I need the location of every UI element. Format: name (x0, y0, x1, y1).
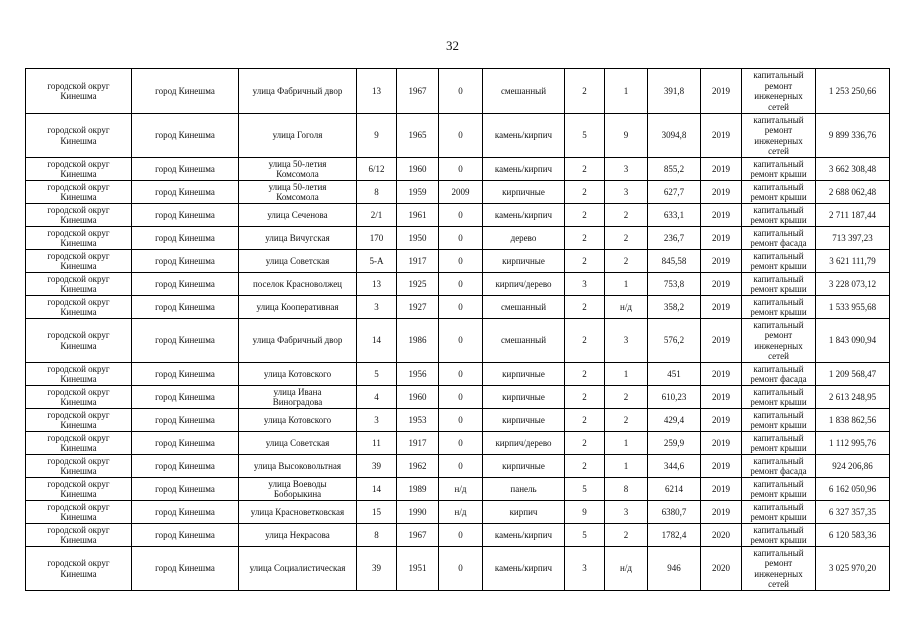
municipality-cell: городской округ Кинешма (26, 409, 132, 432)
plan-year-cell: 2019 (701, 69, 742, 114)
house-number-cell: 6/12 (357, 158, 397, 181)
wall-material-cell: кирпичные (483, 409, 565, 432)
work-type-cell: капитальный ремонт крыши (742, 432, 816, 455)
city-cell: город Кинешма (132, 181, 239, 204)
work-type-cell: капитальный ремонт фасада (742, 363, 816, 386)
city-cell: город Кинешма (132, 547, 239, 591)
city-cell: город Кинешма (132, 432, 239, 455)
year-built-cell: 1956 (397, 363, 439, 386)
cost-cell: 924 206,86 (816, 455, 890, 478)
table-row (26, 181, 890, 204)
house-number-cell: 4 (357, 386, 397, 409)
plan-year-cell: 2019 (701, 386, 742, 409)
cost-cell: 1 533 955,68 (816, 296, 890, 319)
table-row (26, 409, 890, 432)
year-built-cell: 1925 (397, 273, 439, 296)
house-number-cell: 13 (357, 273, 397, 296)
work-type-cell: капитальный ремонт крыши (742, 158, 816, 181)
street-cell: улица Котовского (239, 363, 357, 386)
municipality-cell: городской округ Кинешма (26, 524, 132, 547)
area-cell: 3094,8 (648, 114, 701, 158)
last-repair-year-cell: 0 (439, 114, 483, 158)
floors-cell: 9 (565, 501, 605, 524)
plan-year-cell: 2019 (701, 204, 742, 227)
floors-cell: 2 (565, 181, 605, 204)
floors-cell: 2 (565, 363, 605, 386)
municipality-cell: городской округ Кинешма (26, 455, 132, 478)
last-repair-year-cell: 0 (439, 250, 483, 273)
area-cell: 627,7 (648, 181, 701, 204)
city-cell: город Кинешма (132, 296, 239, 319)
entrances-cell: 2 (605, 524, 648, 547)
year-built-cell: 1967 (397, 524, 439, 547)
entrances-cell: 2 (605, 409, 648, 432)
last-repair-year-cell: 0 (439, 409, 483, 432)
municipality-cell: городской округ Кинешма (26, 273, 132, 296)
table-row (26, 363, 890, 386)
street-cell: улица Котовского (239, 409, 357, 432)
table-row (26, 296, 890, 319)
table-row (26, 204, 890, 227)
municipality-cell: городской округ Кинешма (26, 386, 132, 409)
city-cell: город Кинешма (132, 319, 239, 363)
house-number-cell: 39 (357, 455, 397, 478)
street-cell: улица Гоголя (239, 114, 357, 158)
entrances-cell: 3 (605, 319, 648, 363)
wall-material-cell: смешанный (483, 296, 565, 319)
entrances-cell: 2 (605, 250, 648, 273)
street-cell: улица Высоковольтная (239, 455, 357, 478)
plan-year-cell: 2019 (701, 250, 742, 273)
house-number-cell: 3 (357, 296, 397, 319)
house-number-cell: 9 (357, 114, 397, 158)
plan-year-cell: 2019 (701, 296, 742, 319)
wall-material-cell: панель (483, 478, 565, 501)
year-built-cell: 1960 (397, 158, 439, 181)
cost-cell: 6 120 583,36 (816, 524, 890, 547)
house-number-cell: 8 (357, 524, 397, 547)
last-repair-year-cell: 0 (439, 319, 483, 363)
area-cell: 845,58 (648, 250, 701, 273)
table-row (26, 273, 890, 296)
wall-material-cell: кирпич (483, 501, 565, 524)
house-number-cell: 15 (357, 501, 397, 524)
cost-cell: 9 899 336,76 (816, 114, 890, 158)
city-cell: город Кинешма (132, 524, 239, 547)
cost-cell: 1 112 995,76 (816, 432, 890, 455)
table-row (26, 478, 890, 501)
capital-repair-table (25, 68, 890, 591)
entrances-cell: н/д (605, 547, 648, 591)
area-cell: 6214 (648, 478, 701, 501)
table-row (26, 158, 890, 181)
street-cell: улица 50-летия Комсомола (239, 158, 357, 181)
last-repair-year-cell: 0 (439, 296, 483, 319)
street-cell: улица Кооперативная (239, 296, 357, 319)
street-cell: улица Ивана Виноградова (239, 386, 357, 409)
city-cell: город Кинешма (132, 114, 239, 158)
house-number-cell: 170 (357, 227, 397, 250)
area-cell: 358,2 (648, 296, 701, 319)
municipality-cell: городской округ Кинешма (26, 363, 132, 386)
area-cell: 6380,7 (648, 501, 701, 524)
plan-year-cell: 2019 (701, 158, 742, 181)
floors-cell: 5 (565, 478, 605, 501)
plan-year-cell: 2019 (701, 181, 742, 204)
entrances-cell: 8 (605, 478, 648, 501)
wall-material-cell: кирпичные (483, 386, 565, 409)
work-type-cell: капитальный ремонт крыши (742, 296, 816, 319)
entrances-cell: 2 (605, 204, 648, 227)
municipality-cell: городской округ Кинешма (26, 227, 132, 250)
street-cell: улица Фабричный двор (239, 319, 357, 363)
area-cell: 429,4 (648, 409, 701, 432)
last-repair-year-cell: 2009 (439, 181, 483, 204)
work-type-cell: капитальный ремонт крыши (742, 524, 816, 547)
city-cell: город Кинешма (132, 273, 239, 296)
wall-material-cell: камень/кирпич (483, 114, 565, 158)
city-cell: город Кинешма (132, 158, 239, 181)
cost-cell: 3 621 111,79 (816, 250, 890, 273)
municipality-cell: городской округ Кинешма (26, 250, 132, 273)
house-number-cell: 39 (357, 547, 397, 591)
last-repair-year-cell: 0 (439, 227, 483, 250)
street-cell: улица Некрасова (239, 524, 357, 547)
municipality-cell: городской округ Кинешма (26, 478, 132, 501)
cost-cell: 2 613 248,95 (816, 386, 890, 409)
plan-year-cell: 2019 (701, 455, 742, 478)
table-row (26, 547, 890, 591)
wall-material-cell: камень/кирпич (483, 158, 565, 181)
wall-material-cell: кирпичные (483, 181, 565, 204)
city-cell: город Кинешма (132, 250, 239, 273)
cost-cell: 2 688 062,48 (816, 181, 890, 204)
area-cell: 236,7 (648, 227, 701, 250)
wall-material-cell: кирпичные (483, 363, 565, 386)
city-cell: город Кинешма (132, 69, 239, 114)
city-cell: город Кинешма (132, 455, 239, 478)
last-repair-year-cell: 0 (439, 386, 483, 409)
last-repair-year-cell: н/д (439, 501, 483, 524)
plan-year-cell: 2019 (701, 478, 742, 501)
street-cell: улица Воеводы Боборыкина (239, 478, 357, 501)
cost-cell: 6 327 357,35 (816, 501, 890, 524)
city-cell: город Кинешма (132, 363, 239, 386)
house-number-cell: 14 (357, 319, 397, 363)
floors-cell: 2 (565, 386, 605, 409)
house-number-cell: 2/1 (357, 204, 397, 227)
table-row (26, 455, 890, 478)
street-cell: улица Вичугская (239, 227, 357, 250)
plan-year-cell: 2019 (701, 432, 742, 455)
city-cell: город Кинешма (132, 386, 239, 409)
entrances-cell: 2 (605, 386, 648, 409)
house-number-cell: 3 (357, 409, 397, 432)
street-cell: улица Красноветковская (239, 501, 357, 524)
wall-material-cell: кирпичные (483, 455, 565, 478)
work-type-cell: капитальный ремонт крыши (742, 386, 816, 409)
year-built-cell: 1986 (397, 319, 439, 363)
street-cell: улица Советская (239, 250, 357, 273)
entrances-cell: 1 (605, 69, 648, 114)
municipality-cell: городской округ Кинешма (26, 158, 132, 181)
house-number-cell: 11 (357, 432, 397, 455)
floors-cell: 2 (565, 158, 605, 181)
house-number-cell: 5 (357, 363, 397, 386)
floors-cell: 2 (565, 296, 605, 319)
plan-year-cell: 2019 (701, 409, 742, 432)
work-type-cell: капитальный ремонт инженерных сетей (742, 69, 816, 114)
table-row (26, 227, 890, 250)
house-number-cell: 8 (357, 181, 397, 204)
work-type-cell: капитальный ремонт крыши (742, 501, 816, 524)
cost-cell: 1 843 090,94 (816, 319, 890, 363)
wall-material-cell: кирпич/дерево (483, 432, 565, 455)
wall-material-cell: кирпичные (483, 250, 565, 273)
entrances-cell: 9 (605, 114, 648, 158)
entrances-cell: 2 (605, 227, 648, 250)
house-number-cell: 14 (357, 478, 397, 501)
area-cell: 610,23 (648, 386, 701, 409)
wall-material-cell: камень/кирпич (483, 204, 565, 227)
wall-material-cell: камень/кирпич (483, 547, 565, 591)
entrances-cell: 1 (605, 432, 648, 455)
year-built-cell: 1959 (397, 181, 439, 204)
year-built-cell: 1951 (397, 547, 439, 591)
table-row (26, 386, 890, 409)
year-built-cell: 1950 (397, 227, 439, 250)
city-cell: город Кинешма (132, 409, 239, 432)
floors-cell: 2 (565, 69, 605, 114)
work-type-cell: капитальный ремонт инженерных сетей (742, 319, 816, 363)
house-number-cell: 13 (357, 69, 397, 114)
work-type-cell: капитальный ремонт фасада (742, 227, 816, 250)
entrances-cell: 1 (605, 273, 648, 296)
area-cell: 344,6 (648, 455, 701, 478)
year-built-cell: 1990 (397, 501, 439, 524)
municipality-cell: городской округ Кинешма (26, 114, 132, 158)
work-type-cell: капитальный ремонт крыши (742, 181, 816, 204)
wall-material-cell: камень/кирпич (483, 524, 565, 547)
cost-cell: 6 162 050,96 (816, 478, 890, 501)
city-cell: город Кинешма (132, 227, 239, 250)
floors-cell: 5 (565, 524, 605, 547)
plan-year-cell: 2019 (701, 273, 742, 296)
street-cell: улица 50-летия Комсомола (239, 181, 357, 204)
last-repair-year-cell: 0 (439, 363, 483, 386)
last-repair-year-cell: 0 (439, 69, 483, 114)
year-built-cell: 1961 (397, 204, 439, 227)
last-repair-year-cell: 0 (439, 158, 483, 181)
plan-year-cell: 2019 (701, 319, 742, 363)
floors-cell: 3 (565, 547, 605, 591)
floors-cell: 2 (565, 319, 605, 363)
plan-year-cell: 2019 (701, 501, 742, 524)
city-cell: город Кинешма (132, 204, 239, 227)
street-cell: поселок Красноволжец (239, 273, 357, 296)
wall-material-cell: смешанный (483, 69, 565, 114)
work-type-cell: капитальный ремонт фасада (742, 455, 816, 478)
municipality-cell: городской округ Кинешма (26, 69, 132, 114)
floors-cell: 2 (565, 455, 605, 478)
table-row (26, 114, 890, 158)
year-built-cell: 1917 (397, 432, 439, 455)
entrances-cell: н/д (605, 296, 648, 319)
cost-cell: 3 228 073,12 (816, 273, 890, 296)
work-type-cell: капитальный ремонт крыши (742, 409, 816, 432)
last-repair-year-cell: 0 (439, 455, 483, 478)
street-cell: улица Советская (239, 432, 357, 455)
municipality-cell: городской округ Кинешма (26, 547, 132, 591)
table-row (26, 69, 890, 114)
municipality-cell: городской округ Кинешма (26, 501, 132, 524)
area-cell: 753,8 (648, 273, 701, 296)
floors-cell: 2 (565, 250, 605, 273)
table-row (26, 501, 890, 524)
work-type-cell: капитальный ремонт крыши (742, 273, 816, 296)
work-type-cell: капитальный ремонт крыши (742, 478, 816, 501)
work-type-cell: капитальный ремонт инженерных сетей (742, 547, 816, 591)
area-cell: 633,1 (648, 204, 701, 227)
area-cell: 946 (648, 547, 701, 591)
plan-year-cell: 2019 (701, 363, 742, 386)
floors-cell: 2 (565, 432, 605, 455)
cost-cell: 3 025 970,20 (816, 547, 890, 591)
work-type-cell: капитальный ремонт крыши (742, 250, 816, 273)
wall-material-cell: дерево (483, 227, 565, 250)
year-built-cell: 1962 (397, 455, 439, 478)
last-repair-year-cell: 0 (439, 524, 483, 547)
last-repair-year-cell: 0 (439, 547, 483, 591)
area-cell: 1782,4 (648, 524, 701, 547)
work-type-cell: капитальный ремонт инженерных сетей (742, 114, 816, 158)
last-repair-year-cell: 0 (439, 432, 483, 455)
last-repair-year-cell: н/д (439, 478, 483, 501)
table-row (26, 319, 890, 363)
area-cell: 855,2 (648, 158, 701, 181)
work-type-cell: капитальный ремонт крыши (742, 204, 816, 227)
year-built-cell: 1917 (397, 250, 439, 273)
entrances-cell: 1 (605, 363, 648, 386)
floors-cell: 2 (565, 409, 605, 432)
area-cell: 259,9 (648, 432, 701, 455)
year-built-cell: 1967 (397, 69, 439, 114)
municipality-cell: городской округ Кинешма (26, 432, 132, 455)
cost-cell: 3 662 308,48 (816, 158, 890, 181)
municipality-cell: городской округ Кинешма (26, 319, 132, 363)
entrances-cell: 1 (605, 455, 648, 478)
last-repair-year-cell: 0 (439, 273, 483, 296)
plan-year-cell: 2020 (701, 524, 742, 547)
table-row (26, 524, 890, 547)
city-cell: город Кинешма (132, 501, 239, 524)
street-cell: улица Фабричный двор (239, 69, 357, 114)
year-built-cell: 1965 (397, 114, 439, 158)
last-repair-year-cell: 0 (439, 204, 483, 227)
street-cell: улица Сеченова (239, 204, 357, 227)
cost-cell: 1 253 250,66 (816, 69, 890, 114)
wall-material-cell: кирпич/дерево (483, 273, 565, 296)
area-cell: 451 (648, 363, 701, 386)
table-row (26, 250, 890, 273)
floors-cell: 3 (565, 273, 605, 296)
cost-cell: 1 838 862,56 (816, 409, 890, 432)
year-built-cell: 1927 (397, 296, 439, 319)
year-built-cell: 1989 (397, 478, 439, 501)
floors-cell: 2 (565, 204, 605, 227)
cost-cell: 713 397,23 (816, 227, 890, 250)
year-built-cell: 1953 (397, 409, 439, 432)
street-cell: улица Социалистическая (239, 547, 357, 591)
area-cell: 576,2 (648, 319, 701, 363)
entrances-cell: 3 (605, 501, 648, 524)
city-cell: город Кинешма (132, 478, 239, 501)
house-number-cell: 5-А (357, 250, 397, 273)
wall-material-cell: смешанный (483, 319, 565, 363)
entrances-cell: 3 (605, 181, 648, 204)
year-built-cell: 1960 (397, 386, 439, 409)
area-cell: 391,8 (648, 69, 701, 114)
plan-year-cell: 2019 (701, 114, 742, 158)
plan-year-cell: 2020 (701, 547, 742, 591)
municipality-cell: городской округ Кинешма (26, 296, 132, 319)
cost-cell: 2 711 187,44 (816, 204, 890, 227)
entrances-cell: 3 (605, 158, 648, 181)
plan-year-cell: 2019 (701, 227, 742, 250)
municipality-cell: городской округ Кинешма (26, 181, 132, 204)
floors-cell: 2 (565, 227, 605, 250)
table-row (26, 432, 890, 455)
floors-cell: 5 (565, 114, 605, 158)
cost-cell: 1 209 568,47 (816, 363, 890, 386)
municipality-cell: городской округ Кинешма (26, 204, 132, 227)
page-number: 32 (446, 38, 459, 53)
